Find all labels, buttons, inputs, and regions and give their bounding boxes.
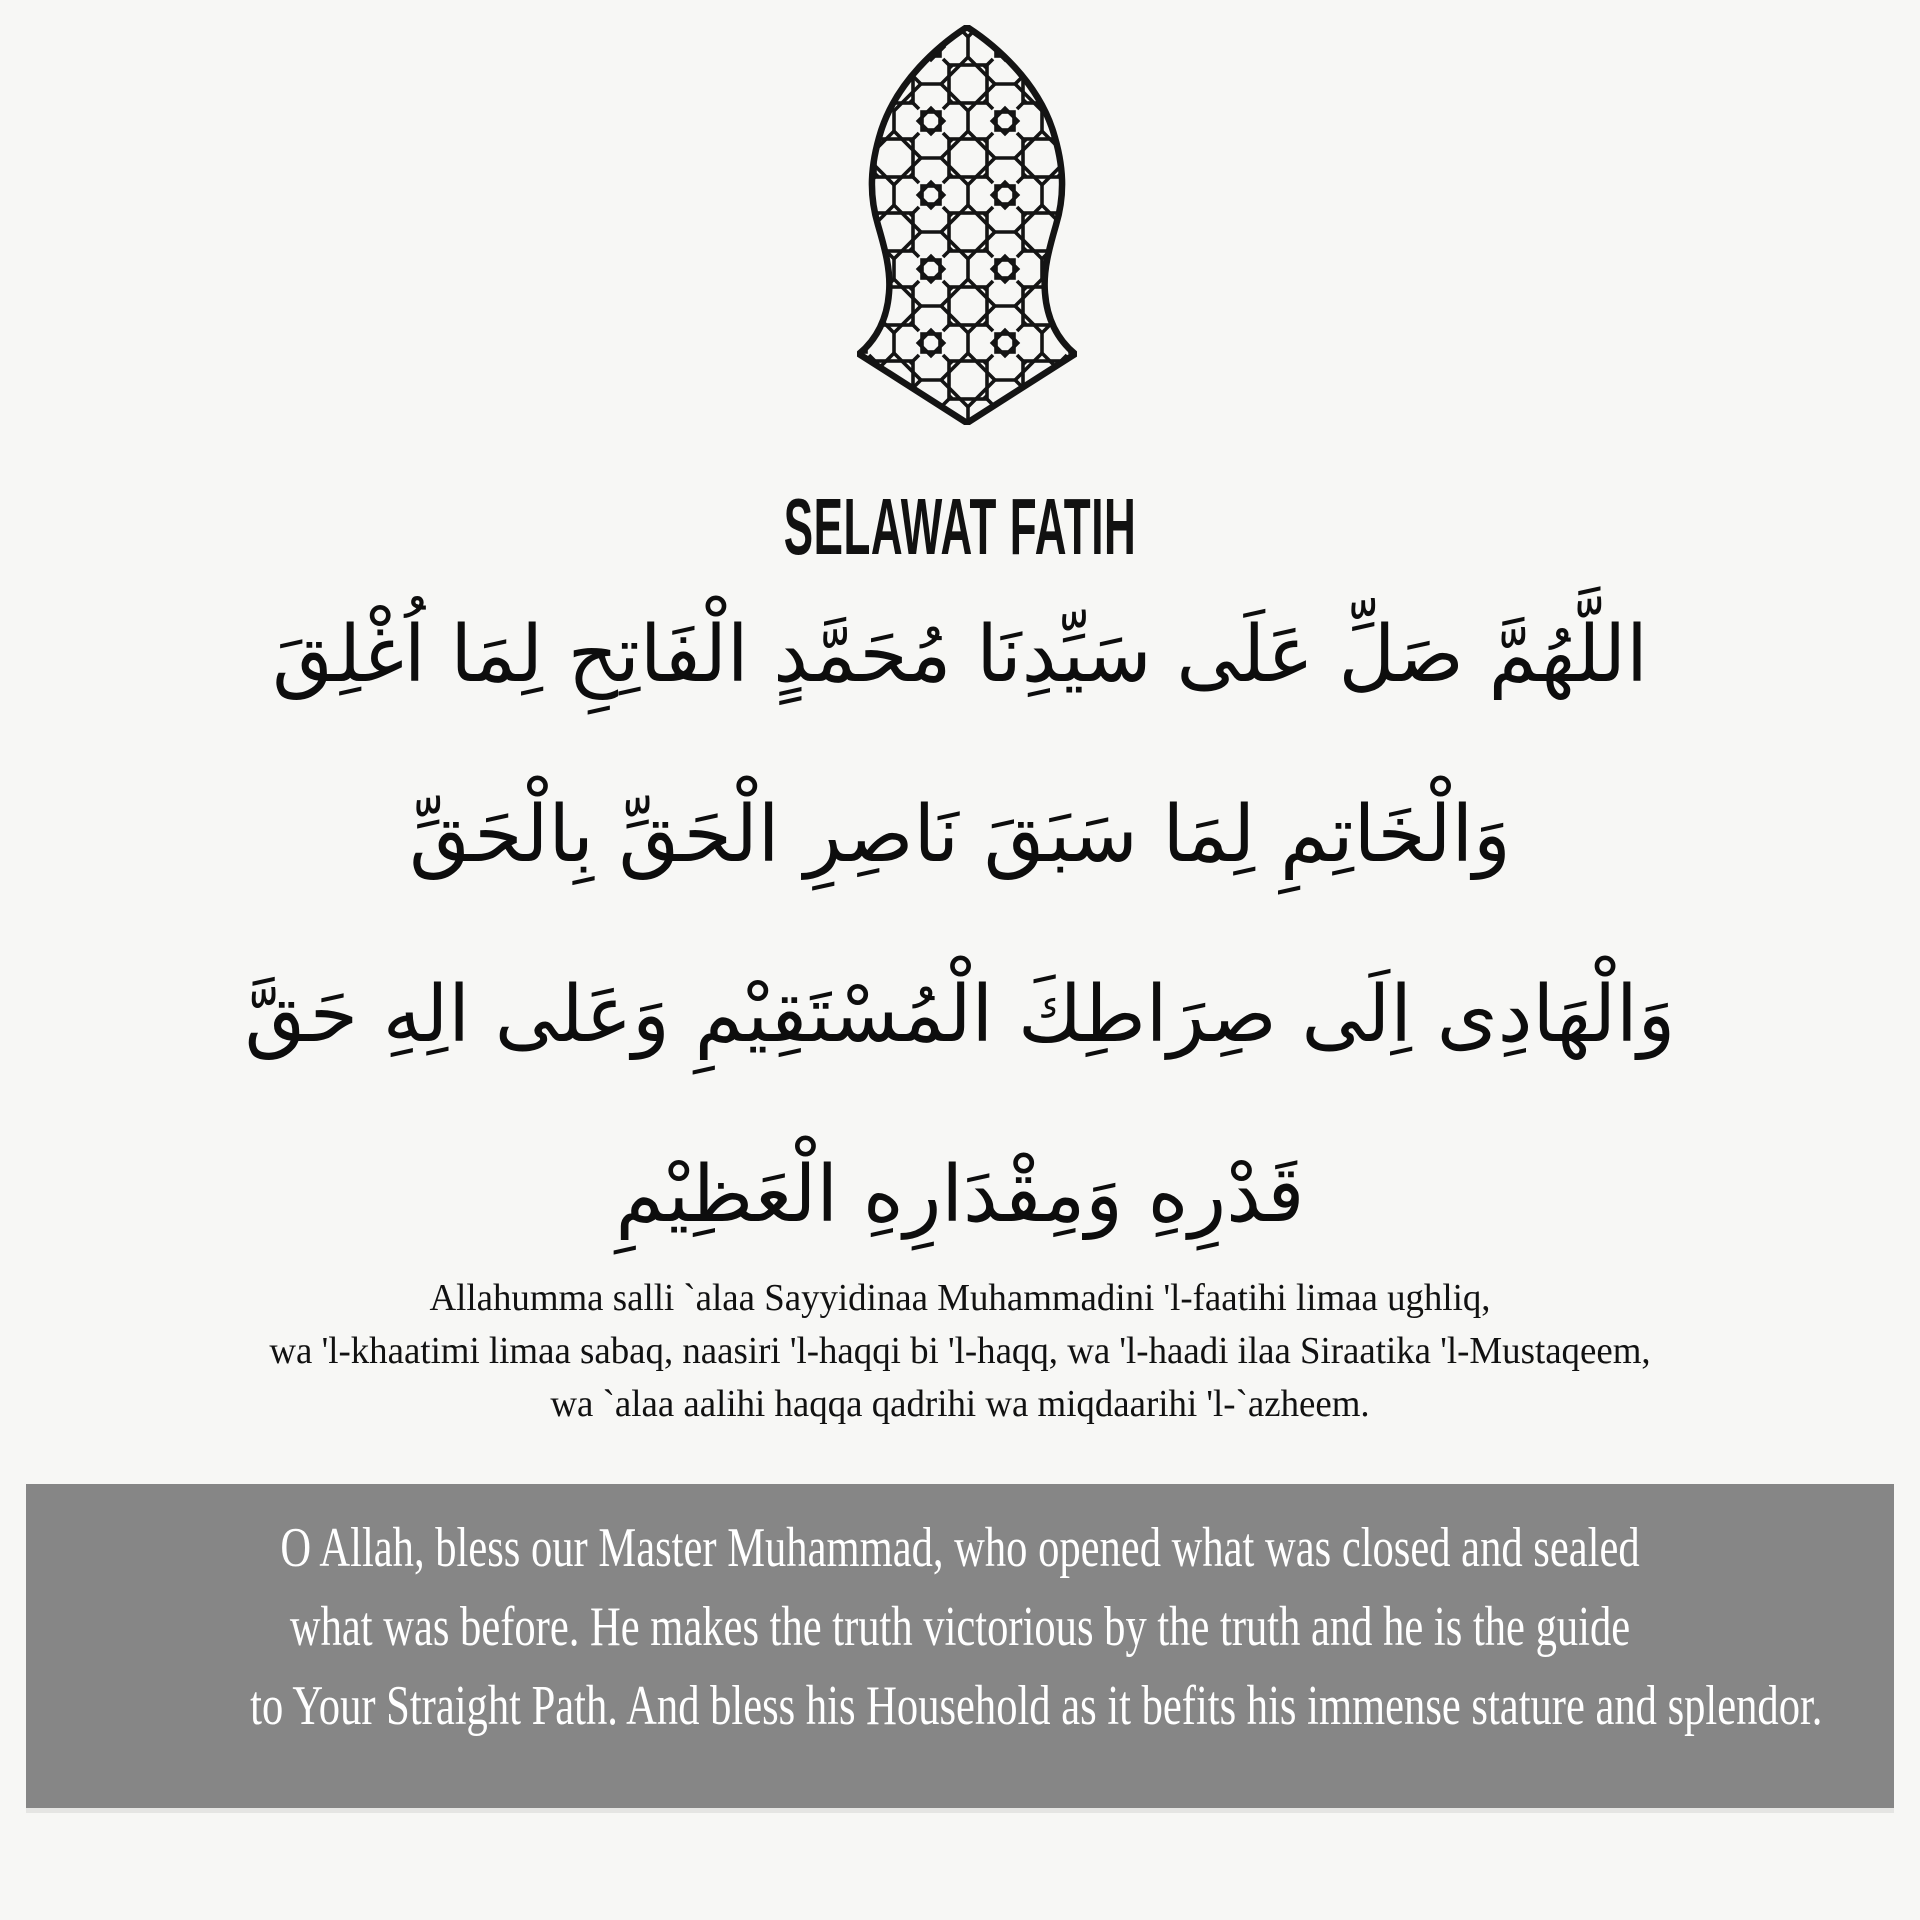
islamic-geometric-ornament xyxy=(857,25,1077,425)
transliteration-line-1: Allahumma salli `alaa Sayyidinaa Muhammadini 'l-faatihi limaa ughliq, xyxy=(429,1277,1491,1319)
arabic-line-4: قَدْرِهِ وَمِقْدَارِهِ الْعَظِيْمِ xyxy=(615,1150,1305,1240)
arabic-line-3: وَالْهَادِى اِلَى صِرَاطِكَ الْمُسْتَقِيْمِ وَعَلى الِهِ حَقَّ xyxy=(244,970,1676,1060)
translation-text xyxy=(250,1484,1823,1746)
transliteration-line-3: wa `alaa aalihi haqqa qadrihi wa miqdaarihi 'l-`azheem. xyxy=(550,1383,1370,1425)
page-title: SELAWAT FATIH xyxy=(783,482,1137,571)
star-lattice-lamp-icon xyxy=(857,412,1077,429)
arabic-line-1: اللَّهُمَّ صَلِّ عَلَى سَيِّدِنَا مُحَمَّدٍ الْفَاتِحِ لِمَا اُغْلِقَ xyxy=(272,610,1648,700)
translation-line-3: to Your Straight Path. And bless his Household as it befits his immense stature and splendor. xyxy=(250,1675,1823,1737)
transliteration-line-2: wa 'l-khaatimi limaa sabaq, naasiri 'l-haqqi bi 'l-haqq, wa 'l-haadi ilaa Siraatika 'l-Mustaqeem, xyxy=(269,1330,1651,1372)
transliteration-block xyxy=(29,1272,1891,1431)
arabic-line-2: وَالْخَاتِمِ لِمَا سَبَقَ نَاصِرِ الْحَقِّ بِالْحَقِّ xyxy=(409,790,1511,880)
translation-panel xyxy=(26,1484,1894,1808)
translation-line-2: what was before. He makes the truth victorious by the truth and he is the guide xyxy=(289,1596,1631,1658)
translation-line-1: O Allah, bless our Master Muhammad, who opened what was closed and sealed xyxy=(280,1517,1640,1579)
arabic-prayer-block xyxy=(0,565,1920,1285)
